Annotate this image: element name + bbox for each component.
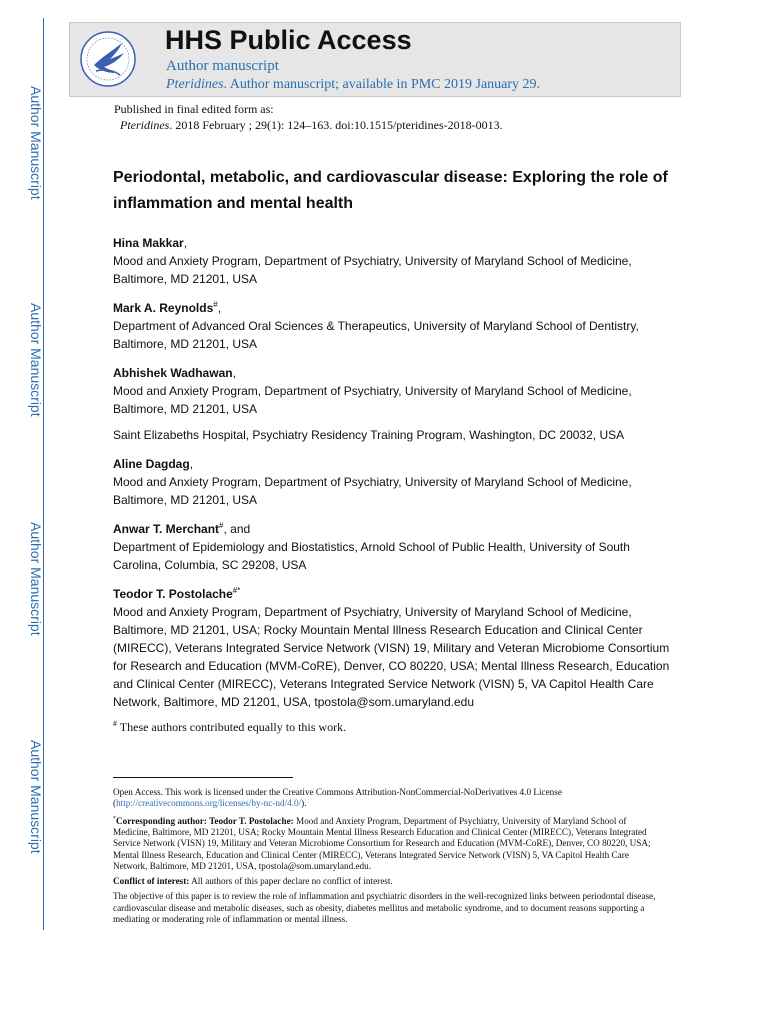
footnotes bbox=[113, 787, 658, 929]
author-name: Mark A. Reynolds bbox=[113, 301, 214, 315]
author-suffix: , bbox=[189, 457, 194, 471]
journal-name: Pteridines bbox=[166, 77, 224, 92]
open-access-text: Open Access. This work is licensed under the Creative Commons Attribution-NonCommercial-NoDerivatives 4.0 License ( bbox=[113, 787, 562, 809]
corr-label: Corresponding author: Teodor T. Postolache: bbox=[116, 815, 294, 826]
article-title: Periodontal, metabolic, and cardiovascular disease: Exploring the role of inflammation and mental health bbox=[113, 169, 668, 212]
objective-note: The objective of this paper is to review the role of inflammation and psychiatric disorders in the well-recognized links between periodontal disease, cardiovascular disease and metabolic diseases, such as obesity, diabetes mellitus and metabolic syndrome, and to document reasons supporting a mediating or moderating role of inflammation or mental illness. bbox=[113, 891, 656, 925]
side-label-author-manuscript-4: Author Manuscript bbox=[28, 740, 44, 854]
corresponding-author-note bbox=[113, 814, 658, 873]
author-name: Hina Makkar bbox=[113, 236, 184, 250]
author-block bbox=[113, 231, 673, 288]
author-name: Aline Dagdag bbox=[113, 457, 190, 471]
license-link[interactable]: http://creativecommons.org/licenses/by-nc-nd/4.0/ bbox=[116, 798, 302, 809]
additional-affiliation: Saint Elizabeths Hospital, Psychiatry Residency Training Program, Washington, DC 20032, USA bbox=[113, 428, 625, 442]
published-label: Published in final edited form as: bbox=[114, 102, 274, 116]
author-name: Abhishek Wadhawan bbox=[113, 366, 233, 380]
author-affiliation: Department of Advanced Oral Sciences & Therapeutics, University of Maryland School of Dentistry, Baltimore, MD 21201, USA bbox=[113, 319, 639, 351]
conflict-of-interest-note bbox=[113, 876, 658, 887]
pmc-availability bbox=[166, 77, 540, 93]
side-label-author-manuscript-2: Author Manuscript bbox=[28, 303, 44, 417]
author-suffix: , bbox=[232, 366, 236, 380]
author-affiliation: Mood and Anxiety Program, Department of Psychiatry, University of Maryland School of Medicine, Baltimore, MD 21201, USA; Rocky Mountain Mental Illness Research Education and Clinical Center (MIRECC), Veterans Integrated Service Network (VISN) 19, Military and Veteran Microbiome Consortium for Research and Education (MVM-CoRE), Denver, CO 80220, USA; Mental Illness Research, Education and Clinical Center (MIRECC), Veterans Integrated Service Network (VISN) 5, VA Capitol Health Care Network, Baltimore, MD 21201, USA, tpostola@som.umaryland.edu bbox=[113, 605, 670, 709]
corr-text: Mood and Anxiety Program, Department of Psychiatry, University of Maryland School of Medicine, Baltimore, MD 21201, USA; Rocky Mountain Mental Illness Research Education and Clinical Center (MIRECC), Veterans Integrated Service Network (VISN) 19, Military and Veteran Microbiome Consortium for Research and Education (MVM-CoRE), Denver, CO 80220, USA; Mental Illness Research, Education and Clinical Center (MIRECC), Veterans Integrated Service Network (VISN) 5, VA Capitol Health Care Network, Baltimore, MD 21201, USA, tpostola@som.umaryland.edu. bbox=[113, 815, 651, 871]
author-block bbox=[113, 361, 673, 418]
author-list bbox=[113, 231, 673, 719]
coi-text: All authors of this paper declare no conflict of interest. bbox=[189, 876, 393, 887]
corr-sup: * bbox=[113, 815, 116, 822]
author-block bbox=[113, 582, 673, 711]
author-suffix: , and bbox=[223, 522, 251, 536]
hhs-banner bbox=[69, 22, 681, 97]
author-name: Teodor T. Postolache bbox=[113, 587, 233, 601]
coi-label: Conflict of interest: bbox=[113, 876, 190, 887]
citation-journal: Pteridines bbox=[120, 118, 170, 132]
author-manuscript-label: Author manuscript bbox=[166, 58, 279, 74]
citation-details: . 2018 February ; 29(1): 124–163. doi:10.1515/pteridines-2018-0013. bbox=[169, 118, 503, 132]
open-access-end: ). bbox=[301, 798, 307, 809]
open-access-note bbox=[113, 787, 658, 810]
equal-contribution-note bbox=[113, 719, 346, 735]
equal-note-sup: # bbox=[113, 719, 117, 728]
pmc-note: . Author manuscript; available in PMC 2019 January 29. bbox=[223, 77, 541, 92]
author-affiliation: Mood and Anxiety Program, Department of Psychiatry, University of Maryland School of Medicine, Baltimore, MD 21201, USA bbox=[113, 475, 632, 507]
author-name: Anwar T. Merchant bbox=[113, 522, 220, 536]
side-label-author-manuscript-3: Author Manuscript bbox=[28, 522, 44, 636]
author-affiliation: Mood and Anxiety Program, Department of Psychiatry, University of Maryland School of Medicine, Baltimore, MD 21201, USA bbox=[113, 384, 632, 416]
author-sup: # bbox=[219, 521, 224, 530]
citation bbox=[114, 117, 503, 133]
author-block bbox=[113, 452, 673, 509]
equal-note-text: These authors contributed equally to this work. bbox=[117, 720, 347, 734]
side-label-author-manuscript-1: Author Manuscript bbox=[28, 86, 44, 200]
author-block bbox=[113, 296, 673, 353]
published-info bbox=[114, 101, 503, 133]
author-block bbox=[113, 517, 673, 574]
author-suffix: , bbox=[217, 301, 222, 315]
author-sup: #* bbox=[232, 586, 241, 595]
author-affiliation: Mood and Anxiety Program, Department of Psychiatry, University of Maryland School of Medicine, Baltimore, MD 21201, USA bbox=[113, 254, 632, 286]
hhs-title: HHS Public Access bbox=[165, 25, 412, 55]
author-suffix: , bbox=[183, 236, 188, 250]
hhs-eagle-logo-icon bbox=[78, 29, 138, 89]
footnote-divider bbox=[113, 777, 293, 778]
author-affiliation: Department of Epidemiology and Biostatistics, Arnold School of Public Health, University of South Carolina, Columbia, SC 29208, USA bbox=[113, 540, 630, 572]
author-sup: # bbox=[213, 300, 218, 309]
